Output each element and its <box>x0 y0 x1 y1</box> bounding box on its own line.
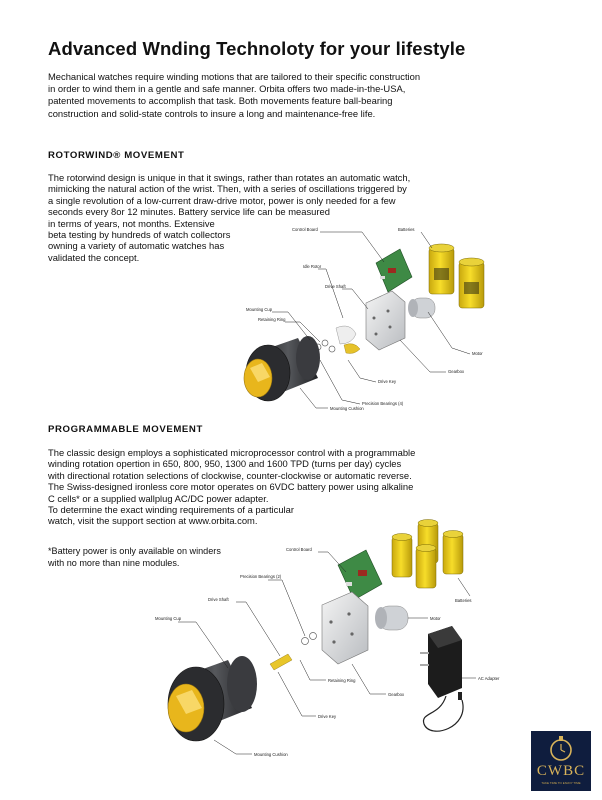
intro-line: patented movements to accomplish that task. Both movements feature ball-bearing <box>48 95 393 107</box>
label-control-board: Control Board <box>286 547 312 552</box>
footnote-line: with no more than nine modules. <box>48 558 180 568</box>
rotorwind-line: The rotorwind design is unique in that it swings, rather than rotates an automatic watch, <box>48 172 411 183</box>
label-mounting-cushion: Mounting Cushion <box>330 406 364 411</box>
mounting-cup <box>168 656 257 741</box>
label-batteries: Batteries <box>455 598 472 603</box>
programmable-diagram <box>155 520 500 758</box>
label-mounting-cup: Mounting Cup <box>246 307 273 312</box>
drive-shaft <box>270 654 292 670</box>
rotorwind-line: owning a variety of automatic watches has <box>48 240 225 252</box>
label-precision-bearings: Precision Bearings (2) <box>240 574 282 579</box>
rotorwind-line: in terms of years, not months. Extensive <box>48 217 215 229</box>
page-title: Advanced Wnding Technoloty for your lifestyle <box>48 38 466 59</box>
motor <box>408 298 435 318</box>
rotorwind-diagram <box>244 227 484 411</box>
intro-line: in order to wind them in a gentle and safe manner. Orbita offers two made-in-the-USA, <box>48 83 406 95</box>
motor <box>375 606 408 630</box>
rotorwind-heading: ROTORWIND® MOVEMENT <box>48 150 185 161</box>
gearbox <box>322 592 368 664</box>
label-drive-key: Drive Key <box>318 714 337 719</box>
label-ac-adapter: AC Adapter <box>478 676 500 681</box>
programmable-line: watch, visit the support section at www.orbita.com. <box>48 515 258 527</box>
label-drive-key: Drive Key <box>378 379 397 384</box>
programmable-line: The classic design employs a sophisticated microprocessor control with a programmable <box>48 447 416 458</box>
label-retaining-ring: Retaining Ring <box>258 317 286 322</box>
label-motor: Motor <box>430 616 441 621</box>
logo-text: CWBC <box>536 763 586 779</box>
rotorwind-line: mimicking the natural action of the wrist. Then, with a series of oscillations triggered by <box>48 183 407 195</box>
label-precision-bearings: Precision Bearings (4) <box>362 401 404 406</box>
label-mounting-cushion: Mounting Cushion <box>254 752 288 757</box>
idle-rotor <box>336 326 360 354</box>
rotorwind-line: validated the concept. <box>48 251 140 263</box>
intro-line: construction and solid-state controls to insure a long and maintenance-free life. <box>48 107 376 119</box>
gearbox <box>366 291 405 350</box>
label-control-board: Control Board <box>292 227 318 232</box>
label-drive-shaft: Drive Shaft <box>325 284 346 289</box>
programmable-line: winding rotation opertion in 650, 800, 950, 1300 and 1600 TPD (turns per day) cycles <box>48 458 402 470</box>
intro-line: Mechanical watches require winding motions that are tailored to their specific construction <box>48 71 421 82</box>
label-mounting-cup: Mounting Cup <box>155 616 182 621</box>
rotorwind-line: a single revolution of a low-current draw-drive motor, power is only needed for a few <box>48 194 396 206</box>
label-retaining-ring: Retaining Ring <box>328 678 356 683</box>
rotorwind-line: beta testing by hundreds of watch collectors <box>48 229 231 241</box>
programmable-heading: PROGRAMMABLE MOVEMENT <box>48 424 203 435</box>
logo-tagline: TAKE TIME TO ENJOY TIME <box>541 781 581 785</box>
label-idle-rotor: Idle Rotor <box>303 264 322 269</box>
programmable-line: The Swiss-designed ironless core motor operates on 6VDC battery power using alkaline <box>48 481 414 493</box>
label-batteries: Batteries <box>398 227 415 232</box>
precision-bearings <box>302 633 317 645</box>
rotorwind-line: seconds every 8or 12 minutes. Battery service life can be measured <box>48 206 330 218</box>
control-board <box>338 550 382 600</box>
batteries <box>429 244 484 308</box>
label-gearbox: Gearbox <box>388 692 405 697</box>
cwbc-logo <box>531 731 591 791</box>
mounting-cup <box>244 336 320 401</box>
label-drive-shaft: Drive Shaft <box>208 597 229 602</box>
batteries <box>392 520 463 589</box>
footnote-line: *Battery power is only available on winders <box>48 546 221 556</box>
watch-crown-icon <box>531 733 591 767</box>
programmable-line: To determine the exact winding requirements of a particular <box>48 504 294 516</box>
control-board <box>376 249 412 292</box>
ac-adapter <box>420 626 463 731</box>
label-motor: Motor <box>472 351 483 356</box>
label-gearbox: Gearbox <box>448 369 465 374</box>
programmable-line: with directional rotation selections of clockwise, counter-clockwise or automatic reverse. <box>48 469 412 481</box>
programmable-line: C cells* or a supplied wallplug AC/DC power adapter. <box>48 492 269 504</box>
